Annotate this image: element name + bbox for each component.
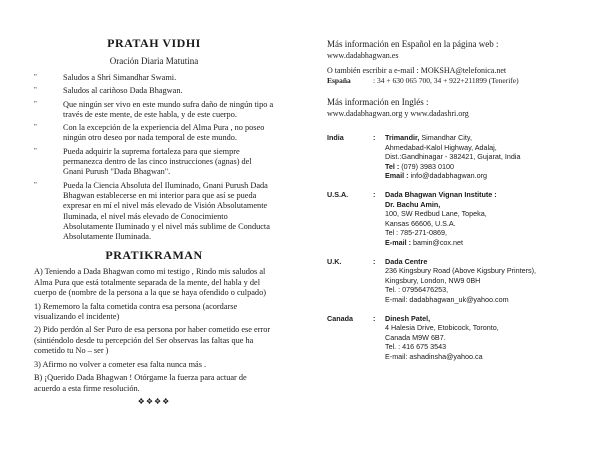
spain-label: España: [327, 76, 351, 85]
vidhi-bullet: ": [34, 123, 37, 132]
contact-line[interactable]: E-mail: dadabhagwan_uk@yahoo.com: [385, 294, 509, 304]
vidhi-item-text: Pueda la Ciencia Absoluta del Iluminado, Gnani Purush Dada Bhagwan establecerse en mi interior para que así se pueda expresar en mí el nivel más elevado de Visión Absolutamente Iluminada, el nivel más elevado de Conocimiento Absolutamente Iluminado y el nivel más sublime de Conducta Absolutamente Iluminada.: [63, 180, 270, 242]
pratikraman-paragraph: 3) Afirmo no volver a cometer esa falta nunca más .: [34, 359, 207, 369]
contact-info: [385, 133, 577, 181]
vidhi-item: [34, 73, 274, 83]
pratikraman-paragraph: 1) Rememoro la falta cometida contra esa persona (acordarse visualizando el incidente): [34, 301, 238, 322]
pratikraman-title: PRATIKRAMAN: [105, 248, 203, 263]
pratah-vidhi-title: PRATAH VIDHI: [107, 36, 201, 50]
vidhi-item: [34, 86, 274, 96]
contact-line: Tel : 785-271-0869,: [385, 228, 447, 238]
vidhi-bullet: ": [34, 86, 37, 95]
contact-row: [327, 190, 577, 248]
spanish-info-heading: Más información en Español en la página web :: [327, 39, 499, 49]
left-page: [34, 36, 274, 406]
contact-country: U.S.A.: [327, 189, 349, 199]
contact-line[interactable]: Email : info@dadabhagwan.org: [385, 171, 488, 181]
contact-line: Dada Centre: [385, 256, 428, 266]
vidhi-bullet: ": [34, 73, 37, 81]
vidhi-item-text: Saludos a Shri Simandhar Swami.: [63, 73, 177, 82]
contact-line: 4 Halesia Drive, Etobicock, Toronto,: [385, 323, 499, 333]
vidhi-bullet: ": [34, 99, 37, 108]
contact-line: 100, SW Redbud Lane, Topeka,: [385, 209, 487, 219]
contact-line: Tel. : 416 675 3543: [385, 342, 447, 352]
contact-line: Canada M9W 6B7.: [385, 332, 446, 342]
contact-country: India: [327, 133, 344, 142]
english-info-heading: Más información en Inglés :: [327, 97, 429, 107]
right-page: [327, 38, 577, 370]
contact-country: Canada: [327, 313, 353, 323]
vidhi-item-text: Que ningún ser vivo en este mundo sufra daño de ningún tipo a través de este mente, de este habla, y de este cuerpo.: [63, 99, 274, 119]
contact-line[interactable]: E-mail: ashadinsha@yahoo.ca: [385, 351, 483, 361]
contact-row: [327, 257, 577, 305]
spain-phone: : 34 + 630 065 700, 34 + 922+211899 (Tenerife): [373, 76, 519, 85]
vidhi-item: [34, 181, 274, 243]
contact-line: Dist.:Gandhinagar - 382421, Gujarat, India: [385, 152, 521, 162]
vidhi-list: [34, 73, 274, 242]
contact-colon: :: [373, 189, 376, 199]
contact-row: [327, 314, 577, 362]
contact-line: 236 Kingsbury Road (Above Kigsbury Printers),: [385, 266, 537, 276]
vidhi-item-text: Pueda adquirir la suprema fortaleza para que siempre permanezca dentro de las cinco instrucciones (agnas) del Gnani Purush "Dada Bhagwan".: [63, 146, 252, 177]
vidhi-item-text: Saludos al cariñoso Dada Bhagwan.: [63, 86, 183, 96]
vidhi-item-text: Con la excepción de la experiencia del Alma Pura , no poseo ningún otro deseo por nada temporal de este mundo.: [63, 123, 265, 143]
vidhi-bullet: ": [34, 146, 37, 155]
pratikraman-paragraph: B) ¡Querido Dada Bhagwan ! Otórgame la fuerza para actuar de acuerdo a esta firme resolución.: [34, 373, 247, 393]
contact-info: [385, 257, 577, 305]
vidhi-item: [34, 123, 274, 144]
contact-line: Dinesh Patel,: [385, 313, 431, 323]
contact-country: U.K.: [327, 256, 342, 266]
contact-line: Dr. Bachu Amin,: [385, 199, 441, 209]
contact-info: [385, 190, 577, 248]
contact-line: Kansas 66606, U.S.A.: [385, 218, 456, 228]
english-websites[interactable]: www.dadabhagwan.org y www.dadashri.org: [327, 109, 469, 118]
contact-colon: :: [373, 256, 376, 266]
pratikraman-text: [34, 267, 274, 393]
contact-line: Tel : (079) 3983 0100: [385, 161, 454, 171]
contact-line: Kingsbury, London, NW9 0BH: [385, 275, 481, 285]
spanish-website[interactable]: www.dadabhagwan.es: [327, 51, 399, 60]
contact-row: [327, 133, 577, 181]
diamond-ornament: ❖❖❖❖: [137, 396, 171, 406]
email-line: O también escribir a e-mail : MOKSHA@telefonica.net: [327, 66, 507, 75]
pratikraman-paragraph: A) Teniendo a Dada Bhagwan como mi testigo , Rindo mis saludos al Alma Pura que está totalmente separada de la mente, del habla y del cuerpo de (nombre de la persona a la que se haya ofendido o culpado): [34, 267, 266, 298]
contact-info: [385, 314, 577, 362]
contact-line: Trimandir, Simandhar City,: [385, 133, 472, 142]
vidhi-item: [34, 147, 274, 178]
contact-line[interactable]: E-mail : bamin@cox.net: [385, 237, 464, 247]
pratikraman-paragraph: 2) Pido perdón al Ser Puro de esa persona por haber cometido ese error (sintiéndolo desde tu percepción del Ser observas las faltas que ha cometido tu No – ser ): [34, 325, 271, 356]
spain-contact: [327, 76, 577, 86]
contact-colon: :: [373, 133, 376, 142]
contact-line: Tel. : 07956476253,: [385, 285, 449, 295]
vidhi-item: [34, 100, 274, 121]
contact-line: Dada Bhagwan Vignan Institute :: [385, 189, 497, 199]
pratah-vidhi-subtitle: Oración Diaria Matutina: [109, 56, 199, 66]
contact-colon: :: [373, 313, 376, 323]
contact-line: Ahmedabad-Kalol Highway, Adalaj,: [385, 142, 497, 152]
vidhi-bullet: ": [34, 180, 37, 189]
contacts-list: [327, 133, 577, 361]
